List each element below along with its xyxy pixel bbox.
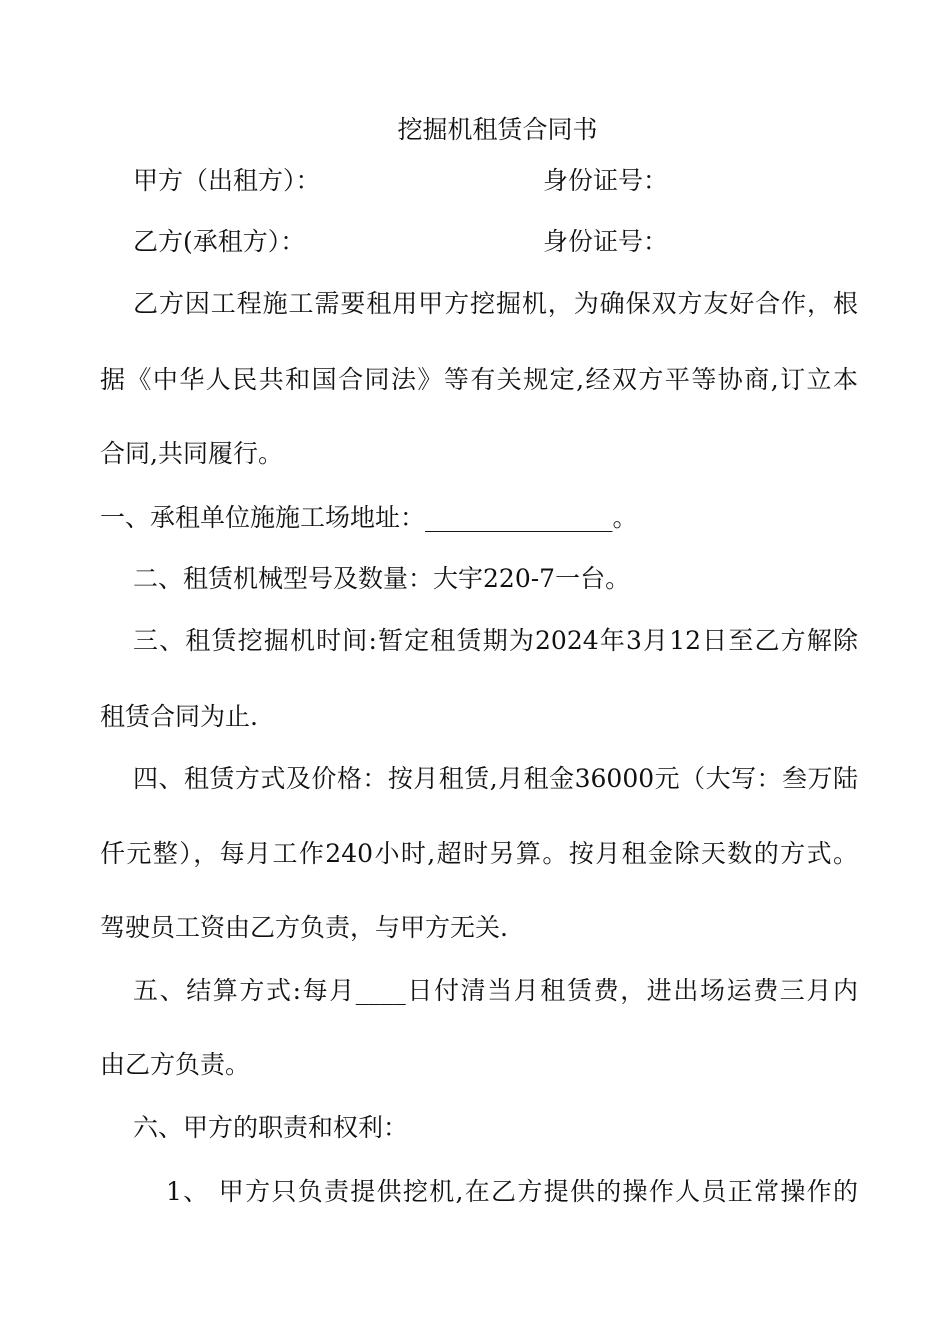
clause-6-heading: 六、甲方的职责和权利： bbox=[133, 1113, 409, 1142]
clause-2: 二、租赁机械型号及数量：大宇220-7一台。 bbox=[133, 564, 631, 593]
clause-5-line-2: 由乙方负责。 bbox=[100, 1050, 251, 1079]
document-title: 挖掘机租赁合同书 bbox=[397, 115, 598, 144]
clause-3-line-2: 租赁合同为止. bbox=[100, 702, 258, 731]
clause-4-line-3: 驾驶员工资由乙方负责，与甲方无关. bbox=[100, 913, 508, 942]
clause-4-line-2: 仟元整），每月工作240小时,超时另算。按月租金除天数的方式。 bbox=[100, 839, 858, 868]
intro-line-1: 乙方因工程施工需要租用甲方挖掘机，为确保双方友好合作，根 bbox=[133, 289, 858, 318]
party-b-id-label: 身份证号： bbox=[543, 227, 669, 256]
party-a-id-label: 身份证号： bbox=[543, 166, 669, 195]
clause-6-item-1: 1、 甲方只负责提供挖机,在乙方提供的操作人员正常操作的 bbox=[166, 1177, 858, 1206]
clause-3-line-1: 三、租赁挖掘机时间:暂定租赁期为2024年3月12日至乙方解除 bbox=[133, 626, 858, 655]
clause-5-line-1: 五、结算方式:每月____日付清当月租赁费，进出场运费三月内 bbox=[133, 976, 858, 1005]
intro-line-3: 合同,共同履行。 bbox=[100, 439, 283, 468]
clause-1: 一、承租单位施施工场地址：_______________。 bbox=[100, 503, 638, 532]
party-b-label: 乙方(承租方）： bbox=[133, 227, 306, 256]
intro-line-2: 据《中华人民共和国合同法》等有关规定,经双方平等协商,订立本 bbox=[100, 365, 858, 394]
clause-4-line-1: 四、租赁方式及价格：按月租赁,月租金36000元（大写：叁万陆 bbox=[133, 764, 858, 793]
party-a-label: 甲方（出租方）： bbox=[133, 166, 321, 195]
